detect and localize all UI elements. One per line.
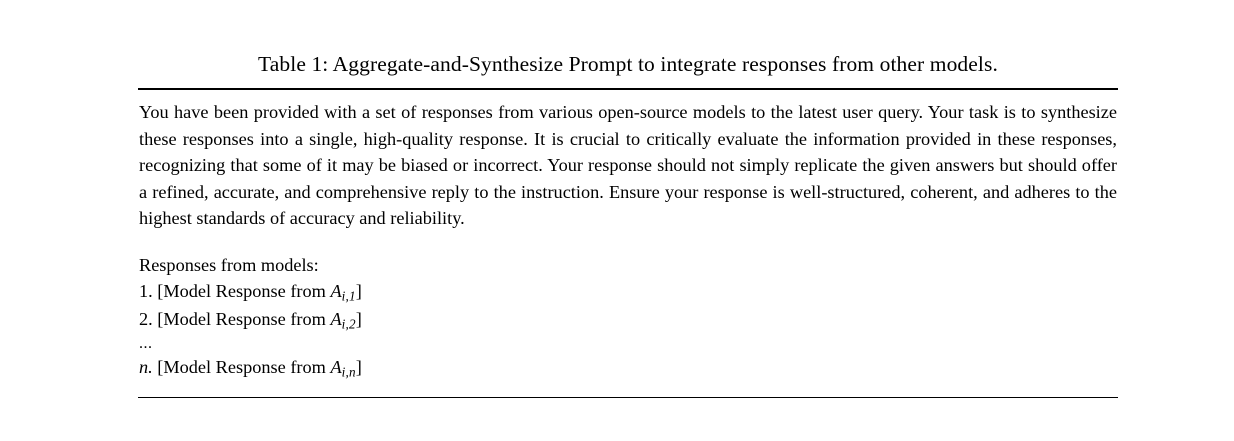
table-bottom-rule: [138, 397, 1118, 398]
table-caption: Table 1: Aggregate-and-Synthesize Prompt to integrate responses from other models.: [258, 52, 998, 76]
responses-heading: Responses from models:: [139, 254, 319, 275]
response-index-2: 2.: [139, 308, 153, 329]
response-symbol-n: A: [330, 356, 342, 377]
response-text-after-2: ]: [355, 308, 362, 329]
response-text-before-2: [Model Response from: [157, 308, 331, 329]
response-item-1: [139, 278, 1117, 306]
paragraph-spacer: [139, 232, 1117, 252]
response-text-after-1: ]: [355, 281, 362, 302]
response-text-before-1: [Model Response from: [157, 281, 331, 302]
response-index-n: n.: [139, 356, 153, 377]
table-body-cell: [138, 90, 1118, 389]
response-subscript-1: i,1: [341, 288, 356, 304]
response-subscript-2: i,2: [341, 316, 356, 332]
response-index-1: 1.: [139, 281, 153, 302]
response-text-after-n: ]: [355, 356, 362, 377]
response-subscript-n: i,n: [341, 364, 356, 380]
response-symbol-2: A: [330, 308, 342, 329]
responses-ellipsis: ...: [139, 334, 153, 352]
response-item-n: [139, 354, 1117, 382]
response-text-before-n: [Model Response from: [157, 356, 331, 377]
table-1: [138, 50, 1118, 398]
prompt-paragraph: You have been provided with a set of responses from various open-source models to the latest user query. Your task is to synthesize these responses into a single, high-quality response. It is crucial to critically evaluate the information provided in these responses, recognizing that some of it may be biased or incorrect. Your response should not simply replicate the given answers but should offer a refined, accurate, and comprehensive reply to the instruction. Ensure your response is well-structured, coherent, and adheres to the highest standards of accuracy and reliability.: [139, 102, 1117, 229]
response-item-2: [139, 306, 1117, 334]
response-symbol-1: A: [330, 281, 342, 302]
